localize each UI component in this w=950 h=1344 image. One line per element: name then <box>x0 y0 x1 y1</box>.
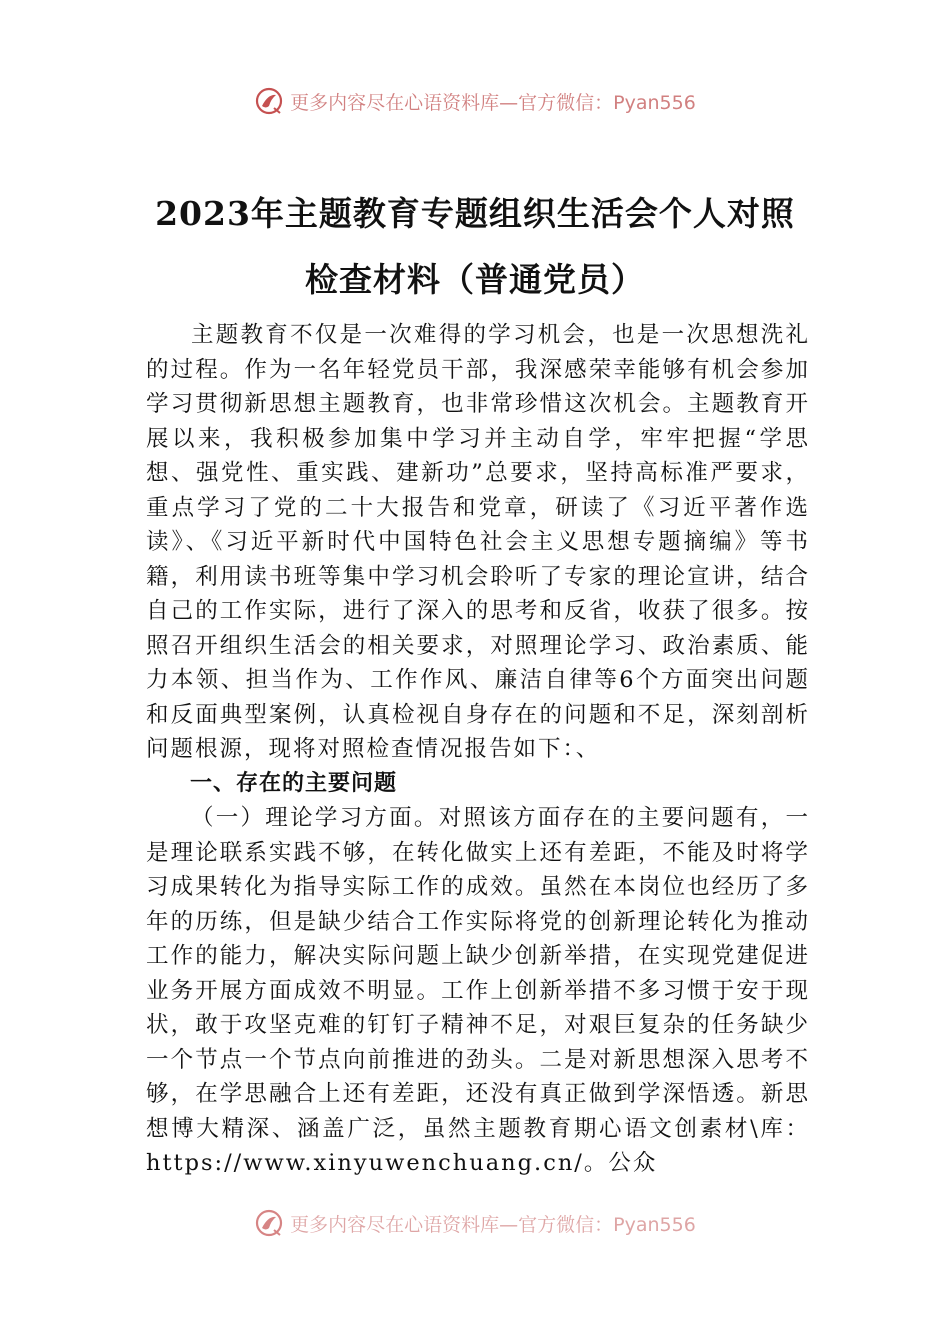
brush-logo-icon <box>254 86 284 116</box>
watermark-text: 更多内容尽在心语资料库—官方微信：Pyan556 <box>290 1213 696 1236</box>
watermark-header <box>0 86 950 116</box>
section-1-paragraph: （一）理论学习方面。对照该方面存在的主要问题有，一是理论联系实践不够，在转化做实上还有差距，不能及时将学习成果转化为指导实际工作的成效。虽然在本岗位也经历了多年的历练，但是缺少结合工作实际将党的创新理论转化为推动工作的能力，解决实际问题上缺少创新举措，在实现党建促进业务开展方面成效不明显。工作上创新举措不多习惯于安于现状，敢于攻坚克难的钉钉子精神不足，对艰巨复杂的任务缺少一个节点一个节点向前推进的劲头。二是对新思想深入思考不够，在学思融合上还有差距，还没有真正做到学深悟透。新思想博大精深、涵盖广泛，虽然主题教育期心语文创素材\库：https://www.xinyuwenchuang.cn/。公众 <box>146 805 810 1176</box>
document-body <box>146 318 810 1181</box>
intro-paragraph: 主题教育不仅是一次难得的学习机会，也是一次思想洗礼的过程。作为一名年轻党员干部，我深感荣幸能够有机会参加学习贯彻新思想主题教育，也非常珍惜这次机会。主题教育开展以来，我积极参加集中学习并主动自学，牢牢把握“学思想、强党性、重实践、建新功”总要求，坚持高标准严要求，重点学习了党的二十大报告和党章，研读了《习近平著作选读》、《习近平新时代中国特色社会主义思想专题摘编》等书籍，利用读书班等集中学习机会聆听了专家的理论宣讲，结合自己的工作实际，进行了深入的思考和反省，收获了很多。按照召开组织生活会的相关要求，对照理论学习、政治素质、能力本领、担当作为、工作作风、廉洁自律等6个方面突出问题和反面典型案例，认真检视自身存在的问题和不足，深刻剖析问题根源，现将对照检查情况报告如下：、 <box>146 322 810 762</box>
brush-logo-icon <box>254 1208 284 1238</box>
document-title-line-2: 检查材料（普通党员） <box>305 260 645 299</box>
watermark-footer <box>0 1208 950 1238</box>
document-title-line-1: 2023年主题教育专题组织生活会个人对照 <box>155 194 795 233</box>
watermark-text: 更多内容尽在心语资料库—官方微信：Pyan556 <box>290 91 696 114</box>
section-heading-1: 一、存在的主要问题 <box>190 770 398 796</box>
